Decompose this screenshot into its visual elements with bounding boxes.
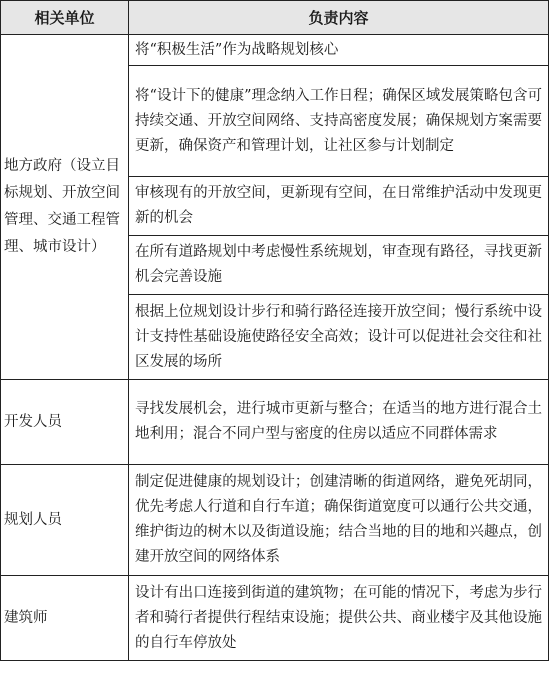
table-header-row [1, 1, 549, 35]
duty-cell: 设计有出口连接到街道的建筑物；在可能的情况下，考虑为步行者和骑行者提供行程结束设施；提供公共、商业楼宇及其他设施的自行车停放处 [129, 576, 549, 661]
duty-cell: 将“设计下的健康”理念纳入工作日程；确保区域发展策略包含可持续交通、开放空间网络、支持高密度发展；确保规划方案需要更新，确保资产和管理计划，让社区参与计划制定 [129, 66, 549, 177]
unit-cell-architects: 建筑师 [1, 576, 129, 661]
duty-cell: 审核现有的开放空间，更新现有空间，在日常维护活动中发现更新的机会 [129, 177, 549, 236]
unit-cell-developers: 开发人员 [1, 380, 129, 465]
duty-cell: 将“积极生活”作为战略规划核心 [129, 35, 549, 66]
duty-cell: 寻找发展机会，进行城市更新与整合；在适当的地方进行混合土地利用；混合不同户型与密度的住房以适应不同群体需求 [129, 380, 549, 465]
table-row [1, 465, 549, 576]
unit-cell-local-government: 地方政府（设立目标规划、开放空间管理、交通工程管理、城市设计） [1, 35, 129, 380]
header-content: 负责内容 [129, 1, 549, 35]
duty-cell: 制定促进健康的规划设计；创建清晰的街道网络，避免死胡同，优先考虑人行道和自行车道；确保街道宽度可以通行公共交通，维护街边的树木以及街道设施；结合当地的目的地和兴趣点，创建开放空间的网络体系 [129, 465, 549, 576]
duty-cell: 在所有道路规划中考虑慢性系统规划，审查现有路径，寻找更新机会完善设施 [129, 236, 549, 295]
header-unit: 相关单位 [1, 1, 129, 35]
unit-cell-planners: 规划人员 [1, 465, 129, 576]
duty-cell: 根据上位规划设计步行和骑行路径连接开放空间；慢行系统中设计支持性基础设施使路径安全高效；设计可以促进社会交往和社区发展的场所 [129, 295, 549, 380]
table-row [1, 380, 549, 465]
table-row [1, 35, 549, 66]
table-row [1, 576, 549, 661]
